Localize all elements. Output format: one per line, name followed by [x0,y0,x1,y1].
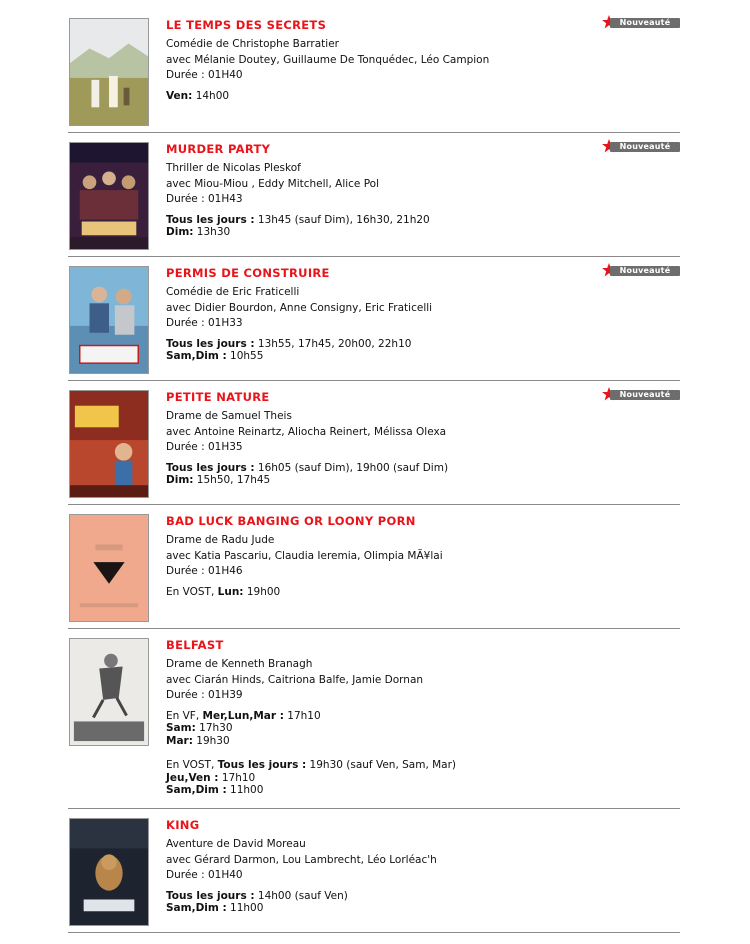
film-entry [68,142,680,257]
schedule-line [166,772,680,785]
schedule-days: Jeu,Ven : [166,771,219,784]
schedule-days: Tous les jours : [217,759,307,771]
film-title[interactable]: LE TEMPS DES SECRETS [166,18,327,32]
schedule-times: 11h00 [226,784,264,796]
film-schedule [166,586,680,599]
schedule-times: 16h05 (sauf Dim), 19h00 (sauf Dim) [254,461,449,474]
schedule-block [166,890,680,915]
film-poster[interactable] [69,266,149,374]
film-schedule [166,462,680,487]
film-genre-director: Thriller de Nicolas Pleskof [166,162,301,174]
schedule-times: 14h00 (sauf Ven) [254,889,348,902]
film-entry [68,266,680,381]
film-genre-director: Drame de Radu Jude [166,534,275,546]
schedule-line [166,710,680,723]
film-duration: Durée : 01H39 [166,689,243,701]
new-badge [602,139,680,155]
schedule-times: 19h30 [192,734,230,747]
schedule-days: Tous les jours : [166,461,255,474]
schedule-block [166,759,680,797]
new-badge-label: Nouveauté [610,18,680,28]
film-genre-director: Comédie de Christophe Barratier [166,38,339,50]
film-cast: avec Katia Pascariu, Claudia Ieremia, Olimpia MÃ¥lai [166,549,443,562]
new-badge-label: Nouveauté [610,142,680,152]
new-badge [602,263,680,279]
schedule-days: Ven: [166,89,193,102]
film-cast: avec Miou-Miou , Eddy Mitchell, Alice Pol [166,177,380,190]
schedule-block [166,214,680,239]
film-genre-director: Drame de Kenneth Branagh [166,658,313,670]
schedule-times: 17h10 [283,709,321,722]
schedule-line [166,735,680,748]
film-schedule [166,214,680,239]
film-duration: Durée : 01H43 [166,193,243,205]
schedule-times: 11h00 [226,902,264,914]
film-title[interactable]: BAD LUCK BANGING OR LOONY PORN [166,514,416,528]
schedule-times: 10h55 [226,350,264,362]
film-cast: avec Antoine Reinartz, Aliocha Reinert, Mélissa Olexa [166,425,447,438]
schedule-times: 17h30 [195,722,233,734]
schedule-times: 19h30 (sauf Ven, Sam, Mar) [306,759,457,771]
film-poster[interactable] [69,514,149,622]
schedule-line [166,586,680,599]
schedule-times: 13h45 (sauf Dim), 16h30, 21h20 [254,213,430,226]
film-entry [68,818,680,933]
film-entry [68,390,680,505]
schedule-block [166,710,680,748]
film-duration: Durée : 01H46 [166,565,243,577]
film-poster[interactable] [69,390,149,498]
schedule-days: Sam,Dim : [166,350,227,362]
film-title[interactable]: PERMIS DE CONSTRUIRE [166,266,330,280]
schedule-times: En VF, [166,709,203,722]
film-cast: avec Ciarán Hinds, Caitriona Balfe, Jamie Dornan [166,673,424,686]
schedule-line [166,350,680,363]
film-title[interactable]: BELFAST [166,638,224,652]
schedule-times: 13h30 [193,226,231,238]
schedule-times: En VOST, [166,759,218,771]
schedule-line [166,338,680,351]
film-duration: Durée : 01H40 [166,869,243,881]
schedule-block [166,338,680,363]
schedule-days: Sam,Dim : [166,902,227,914]
film-entry [68,638,680,809]
schedule-days: Mar: [166,734,193,747]
schedule-line [166,90,680,103]
film-entry [68,18,680,133]
film-poster[interactable] [69,18,149,126]
schedule-days: Mer,Lun,Mar : [202,709,284,722]
schedule-line [166,784,680,797]
film-poster[interactable] [69,638,149,746]
schedule-line [166,722,680,735]
schedule-days: Tous les jours : [166,889,255,902]
schedule-line [166,890,680,903]
schedule-block [166,90,680,103]
schedule-times: En VOST, [166,585,218,598]
new-badge-label: Nouveauté [610,390,680,400]
film-duration: Durée : 01H33 [166,317,243,329]
new-badge [602,387,680,403]
schedule-block [166,586,680,599]
schedule-days: Dim: [166,474,194,486]
film-schedule [166,890,680,915]
schedule-days: Dim: [166,226,194,238]
schedule-line [166,474,680,487]
schedule-days: Tous les jours : [166,213,255,226]
film-title[interactable]: MURDER PARTY [166,142,271,156]
schedule-days: Lun: [217,585,244,598]
schedule-line [166,226,680,239]
film-poster[interactable] [69,142,149,250]
film-duration: Durée : 01H40 [166,69,243,81]
film-genre-director: Aventure de David Moreau [166,838,306,850]
film-genre-director: Comédie de Eric Fraticelli [166,286,300,298]
film-schedule [166,710,680,797]
schedule-times: 14h00 [192,89,230,102]
film-cast: avec Mélanie Doutey, Guillaume De Tonquédec, Léo Campion [166,53,490,66]
schedule-line [166,902,680,915]
schedule-line [166,462,680,475]
schedule-days: Tous les jours : [166,337,255,350]
schedule-times: 19h00 [243,585,281,598]
film-cast: avec Didier Bourdon, Anne Consigny, Eric Fraticelli [166,301,433,314]
schedule-block [166,462,680,487]
film-title[interactable]: PETITE NATURE [166,390,270,404]
schedule-line [166,759,680,772]
film-cast: avec Gérard Darmon, Lou Lambrecht, Léo Lorléac'h [166,853,437,866]
schedule-times: 13h55, 17h45, 20h00, 22h10 [254,337,412,350]
film-entry [68,514,680,629]
film-genre-director: Drame de Samuel Theis [166,410,292,422]
film-title[interactable]: KING [166,818,200,832]
film-poster[interactable] [69,818,149,926]
schedule-days: Sam,Dim : [166,784,227,796]
schedule-line [166,214,680,227]
schedule-days: Sam: [166,722,196,734]
new-badge [602,15,680,31]
film-schedule [166,90,680,103]
schedule-times: 17h10 [218,771,256,784]
new-badge-label: Nouveauté [610,266,680,276]
film-duration: Durée : 01H35 [166,441,243,453]
film-schedule [166,338,680,363]
schedule-times: 15h50, 17h45 [193,474,271,486]
